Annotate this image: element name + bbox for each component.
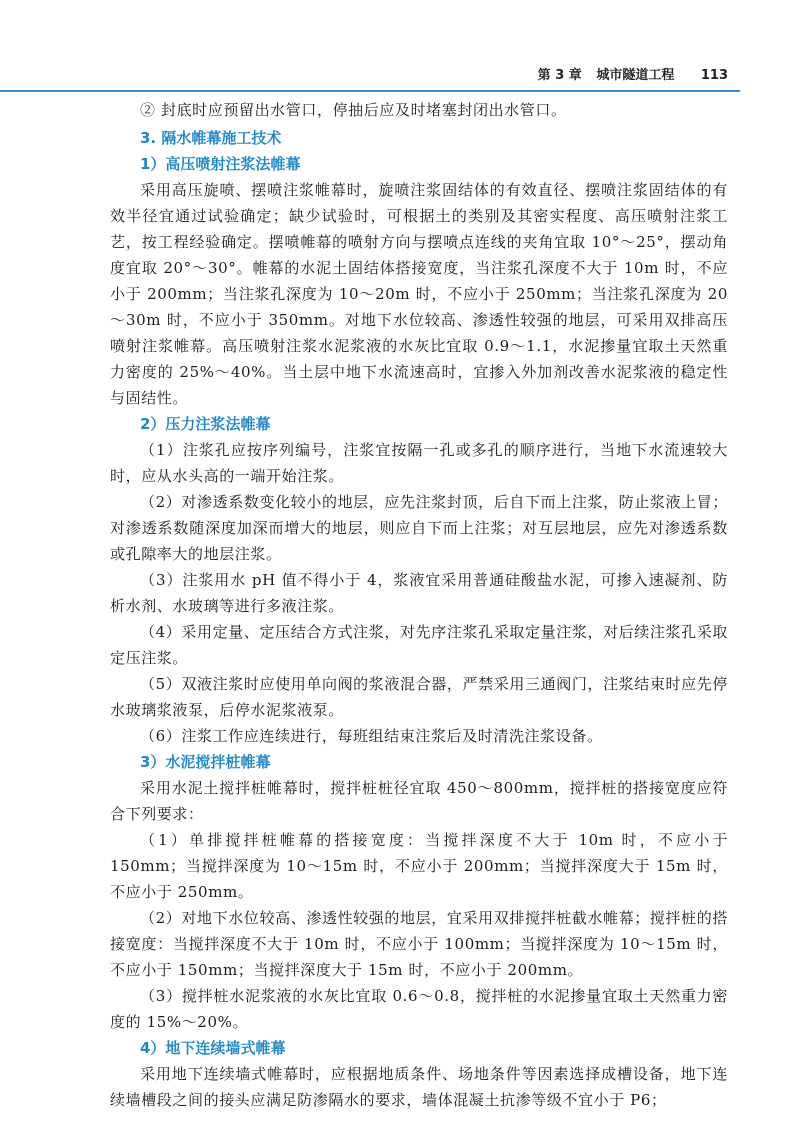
header-rule <box>0 90 740 92</box>
section-heading: 3. 隔水帷幕施工技术 <box>140 129 282 147</box>
paragraph-grouting-1: （1）注浆孔应按序列编号，注浆宜按隔一孔或多孔的顺序进行，当地下水流速较大时，应从水头高的一端开始注浆。 <box>110 441 728 485</box>
paragraph-grouting-5: （5）双液注浆时应使用单向阀的浆液混合器，严禁采用三通阀门，注浆结束时应先停水玻璃浆液泵，后停水泥浆液泵。 <box>110 675 728 719</box>
subsection-heading-1: 1）高压喷射注浆法帷幕 <box>140 155 301 173</box>
paragraph-mixing-pile-1: （1）单排搅拌桩帷幕的搭接宽度：当搅拌深度不大于 10m 时，不应小于 150mm；当搅拌深度为 10～15m 时，不应小于 200mm；当搅拌深度大于 15m 时，不应小于 250mm。 <box>110 831 728 901</box>
page-body <box>110 97 728 1113</box>
page-number: 113 <box>700 68 728 83</box>
chapter-number: 第 3 章 <box>537 68 582 83</box>
paragraph-mixing-pile-3: （3）搅拌桩水泥浆液的水灰比宜取 0.6～0.8，搅拌桩的水泥掺量宜取土天然重力密度的 15%～20%。 <box>110 987 728 1031</box>
paragraph-mixing-pile-intro: 采用水泥土搅拌桩帷幕时，搅拌桩桩径宜取 450～800mm，搅拌桩的搭接宽度应符合下列要求： <box>110 779 728 823</box>
subsection-heading-3: 3）水泥搅拌桩帷幕 <box>140 753 271 771</box>
paragraph-diaphragm-wall: 采用地下连续墙式帷幕时，应根据地质条件、场地条件等因素选择成槽设备，地下连续墙槽段之间的接头应满足防渗隔水的要求，墙体混凝土抗渗等级不宜小于 P6； <box>110 1065 728 1109</box>
subsection-heading-4: 4）地下连续墙式帷幕 <box>140 1039 286 1057</box>
running-head <box>528 64 728 83</box>
paragraph-grouting-3: （3）注浆用水 pH 值不得小于 4，浆液宜采用普通硅酸盐水泥，可掺入速凝剂、防析水剂、水玻璃等进行多液注浆。 <box>110 571 728 615</box>
paragraph-grouting-4: （4）采用定量、定压结合方式注浆，对先序注浆孔采取定量注浆，对后续注浆孔采取定压注浆。 <box>110 623 728 667</box>
paragraph-mixing-pile-2: （2）对地下水位较高、渗透性较强的地层，宜采用双排搅拌桩截水帷幕；搅拌桩的搭接宽度：当搅拌深度不大于 10m 时，不应小于 100mm；当搅拌深度为 10～15m 时，不应小于 150mm；当搅拌深度大于 15m 时，不应小于 200mm。 <box>110 909 728 979</box>
paragraph-grouting-6: （6）注浆工作应连续进行，每班组结束注浆后及时清洗注浆设备。 <box>140 727 603 745</box>
paragraph-high-pressure-jet: 采用高压旋喷、摆喷注浆帷幕时，旋喷注浆固结体的有效直径、摆喷注浆固结体的有效半径宜通过试验确定；缺少试验时，可根据土的类别及其密实程度、高压喷射注浆工艺，按工程经验确定。摆喷帷幕的喷射方向与摆喷点连线的夹角宜取 10°～25°，摆动角度宜取 20°～30°。帷幕的水泥土固结体搭接宽度，当注浆孔深度不大于 10m 时，不应小于 200mm；当注浆孔深度为 10～20m 时，不应小于 250mm；当注浆孔深度为 20～30m 时，不应小于 350mm。对地下水位较高、渗透性较强的地层，可采用双排高压喷射注浆帷幕。高压喷射注浆水泥浆液的水灰比宜取 0.9～1.1，水泥掺量宜取土天然重力密度的 25%～40%。当土层中地下水流速高时，宜掺入外加剂改善水泥浆液的稳定性与固结性。 <box>110 181 728 407</box>
page-header <box>0 56 800 92</box>
subsection-heading-2: 2）压力注浆法帷幕 <box>140 415 271 433</box>
chapter-title: 城市隧道工程 <box>596 68 675 83</box>
paragraph-intro: ② 封底时应预留出水管口，停抽后应及时堵塞封闭出水管口。 <box>140 101 567 119</box>
paragraph-grouting-2: （2）对渗透系数变化较小的地层，应先注浆封顶，后自下而上注浆，防止浆液上冒；对渗透系数随深度加深而增大的地层，则应自下而上注浆；对互层地层，应先对渗透系数或孔隙率大的地层注浆。 <box>110 493 728 563</box>
